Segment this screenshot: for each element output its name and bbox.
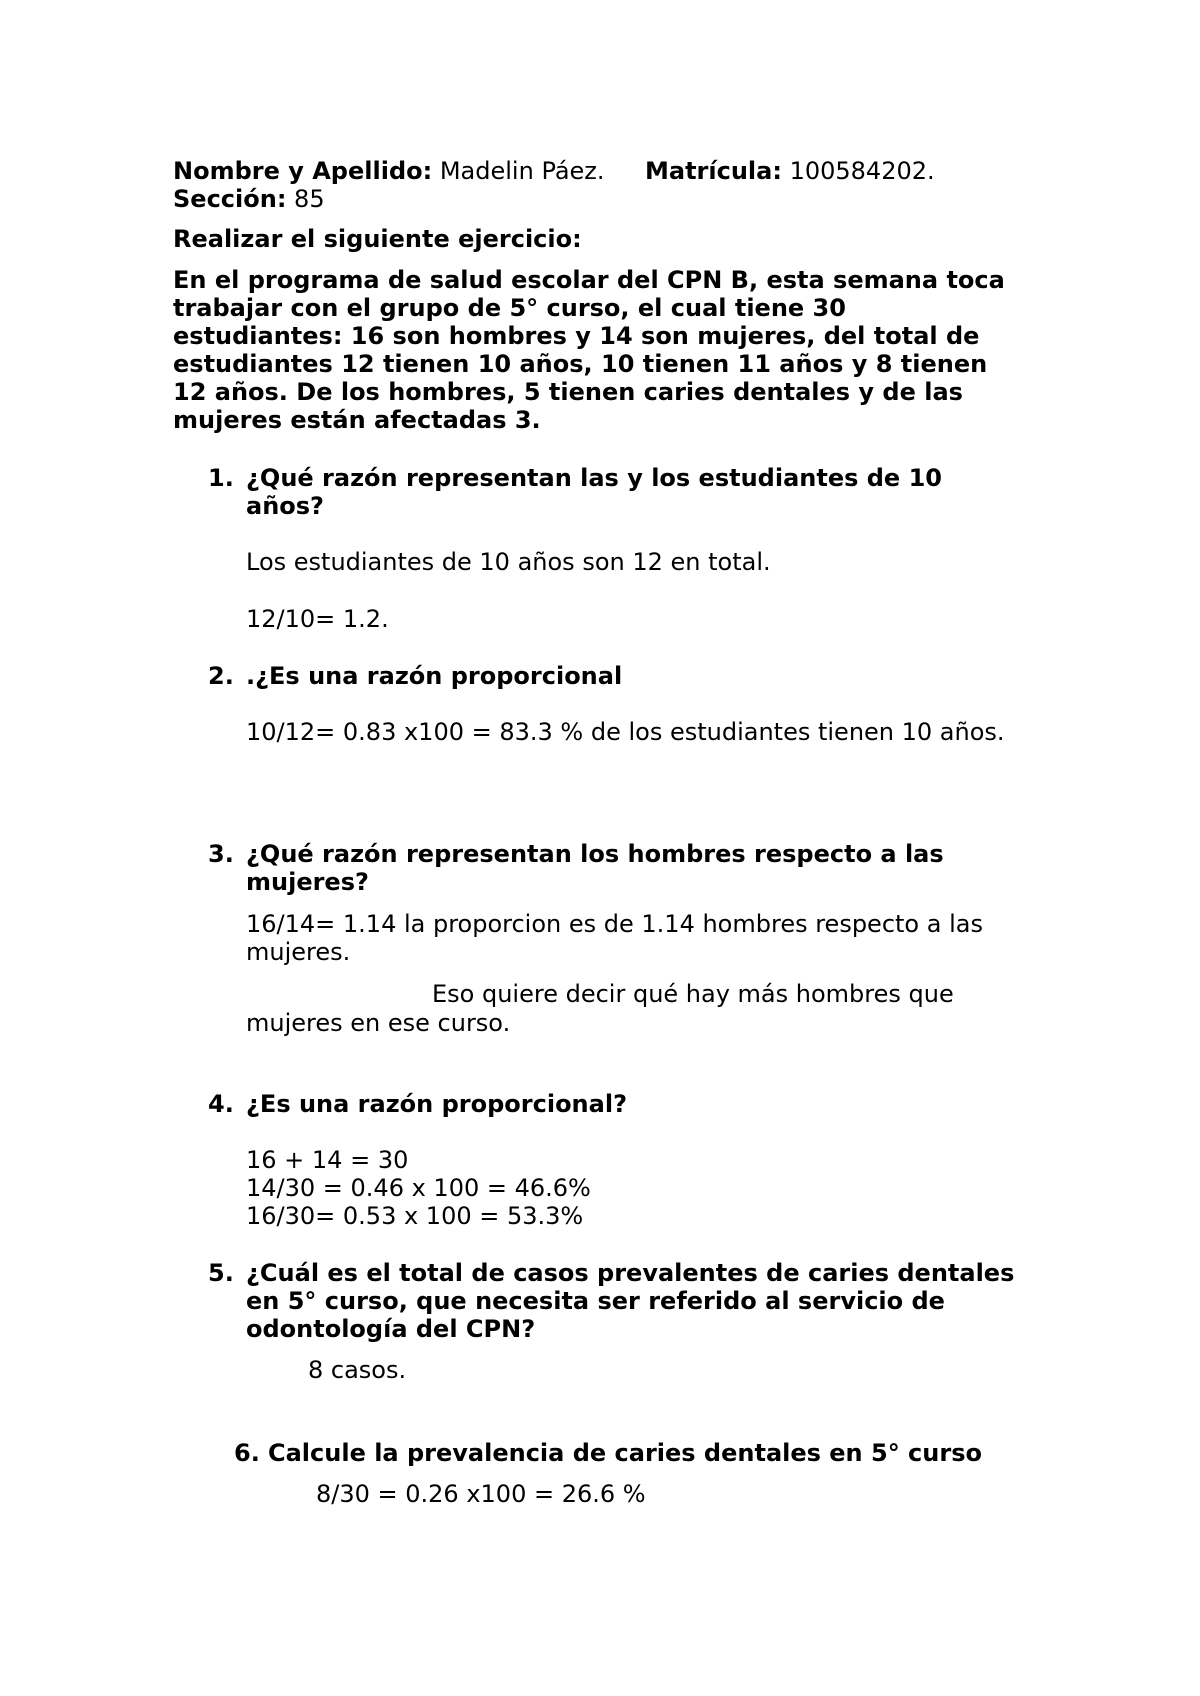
q3-answer-line-2: mujeres. <box>246 938 351 966</box>
q5-number: 5. <box>208 1259 234 1287</box>
name-value: Madelin Páez. <box>432 157 605 185</box>
q3-line-2: mujeres? <box>246 868 369 896</box>
problem-line-6: mujeres están afectadas 3. <box>173 406 541 434</box>
q4-answer-line-2: 14/30 = 0.46 x 100 = 46.6% <box>246 1174 591 1202</box>
problem-line-2: trabajar con el grupo de 5° curso, el cual tiene 30 <box>173 294 846 322</box>
problem-line-1: En el programa de salud escolar del CPN B, esta semana toca <box>173 266 1005 294</box>
q1-answer-1: Los estudiantes de 10 años son 12 en total. <box>246 548 771 576</box>
q3-line-1: ¿Qué razón representan los hombres respecto a las <box>246 840 944 868</box>
q6-answer: 8/30 = 0.26 x100 = 26.6 % <box>316 1480 646 1508</box>
q3-note-line-1: Eso quiere decir qué hay más hombres que <box>432 980 954 1008</box>
q4-number: 4. <box>208 1090 234 1118</box>
problem-line-3: estudiantes: 16 son hombres y 14 son mujeres, del total de <box>173 322 980 350</box>
q1-line-2: años? <box>246 492 324 520</box>
q4-answer-line-3: 16/30= 0.53 x 100 = 53.3% <box>246 1202 584 1230</box>
q6-number: 6. <box>234 1439 260 1467</box>
q4-answer-line-1: 16 + 14 = 30 <box>246 1146 409 1174</box>
name-label: Nombre y Apellido: <box>173 157 433 185</box>
id-label: Matrícula: <box>645 157 782 185</box>
q5-answer: 8 casos. <box>308 1356 407 1384</box>
q1-number: 1. <box>208 464 234 492</box>
header-line-2 <box>173 185 325 213</box>
q1-answer-2: 12/10= 1.2. <box>246 605 389 633</box>
q3-number: 3. <box>208 840 234 868</box>
q2-number: 2. <box>208 662 234 690</box>
q2-answer: 10/12= 0.83 x100 = 83.3 % de los estudiantes tienen 10 años. <box>246 718 1005 746</box>
q5-line-2: en 5° curso, que necesita ser referido al servicio de <box>246 1287 945 1315</box>
q6-text: Calcule la prevalencia de caries dentales en 5° curso <box>268 1439 982 1467</box>
header-id <box>645 157 935 185</box>
problem-line-5: 12 años. De los hombres, 5 tienen caries dentales y de las <box>173 378 963 406</box>
section-label: Sección: <box>173 185 287 213</box>
q4-text: ¿Es una razón proporcional? <box>246 1090 627 1118</box>
q2-text: .¿Es una razón proporcional <box>246 662 623 690</box>
id-value: 100584202. <box>781 157 935 185</box>
q3-note-line-2: mujeres en ese curso. <box>246 1009 511 1037</box>
header-line-1 <box>173 157 605 185</box>
q5-line-3: odontología del CPN? <box>246 1315 536 1343</box>
problem-line-4: estudiantes 12 tienen 10 años, 10 tienen 11 años y 8 tienen <box>173 350 988 378</box>
instruction: Realizar el siguiente ejercicio: <box>173 225 582 253</box>
section-value: 85 <box>286 185 325 213</box>
q1-line-1: ¿Qué razón representan las y los estudiantes de 10 <box>246 464 942 492</box>
q5-line-1: ¿Cuál es el total de casos prevalentes de caries dentales <box>246 1259 1015 1287</box>
q3-answer-line-1: 16/14= 1.14 la proporcion es de 1.14 hombres respecto a las <box>246 910 983 938</box>
